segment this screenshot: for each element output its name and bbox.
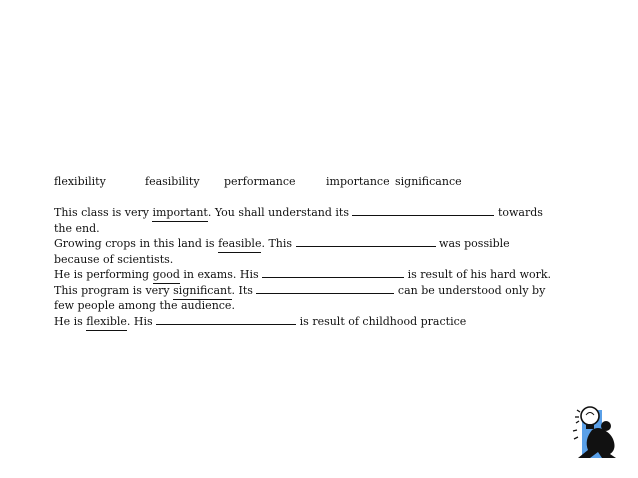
exercise-sentences xyxy=(54,205,554,329)
answer-blank xyxy=(156,314,296,325)
sentence-text: is result of childhood practice xyxy=(296,314,467,328)
word-bank-item: performance xyxy=(224,175,296,188)
sentence-text: This program is very xyxy=(54,283,174,297)
answer-blank xyxy=(296,236,436,247)
lightbulb-glass xyxy=(581,407,599,425)
sentence-text: was possible because of scientists. xyxy=(54,237,510,266)
light-ray xyxy=(574,437,578,439)
sentence-2 xyxy=(54,236,554,267)
word-bank xyxy=(0,175,638,191)
sentence-text: in exams. His xyxy=(179,268,263,281)
sentence-text: can be understood only by few people among the audience. xyxy=(54,283,546,312)
sentence-text: . His xyxy=(126,314,157,328)
sentence-text: towards the end. xyxy=(54,206,543,235)
key-word: important xyxy=(152,206,208,219)
key-word: flexible xyxy=(86,314,127,328)
word-bank-item: flexibility xyxy=(54,175,106,188)
light-ray xyxy=(573,430,577,431)
sentence-3 xyxy=(54,267,554,283)
answer-blank xyxy=(262,267,404,278)
light-ray xyxy=(576,421,579,423)
sentence-text: Growing crops in this land is xyxy=(54,237,219,250)
sentence-text: This class is very xyxy=(54,206,153,219)
sentence-text: . Its xyxy=(231,283,257,297)
word-bank-item: feasibility xyxy=(145,175,200,188)
lightbulb-base xyxy=(586,424,594,429)
light-ray xyxy=(577,410,580,412)
word-bank-item: importance xyxy=(326,175,390,188)
figure-head xyxy=(601,421,611,431)
key-word: good xyxy=(152,268,180,281)
word-bank-item: significance xyxy=(395,175,462,188)
sentence-5 xyxy=(54,314,554,330)
sentence-text: . This xyxy=(261,237,296,250)
sentence-text: is result of his hard work. xyxy=(404,268,552,281)
key-word: feasible xyxy=(218,237,262,250)
sentence-text: He is xyxy=(54,314,87,328)
sentence-text: . You shall understand its xyxy=(207,206,353,219)
sentence-1 xyxy=(54,205,554,236)
sentence-text: He is performing xyxy=(54,268,153,281)
key-word: significant xyxy=(173,283,232,297)
answer-blank xyxy=(256,283,394,294)
sentence-4 xyxy=(54,283,554,314)
idea-lightbulb-figure-icon xyxy=(564,400,626,462)
answer-blank xyxy=(352,205,494,216)
